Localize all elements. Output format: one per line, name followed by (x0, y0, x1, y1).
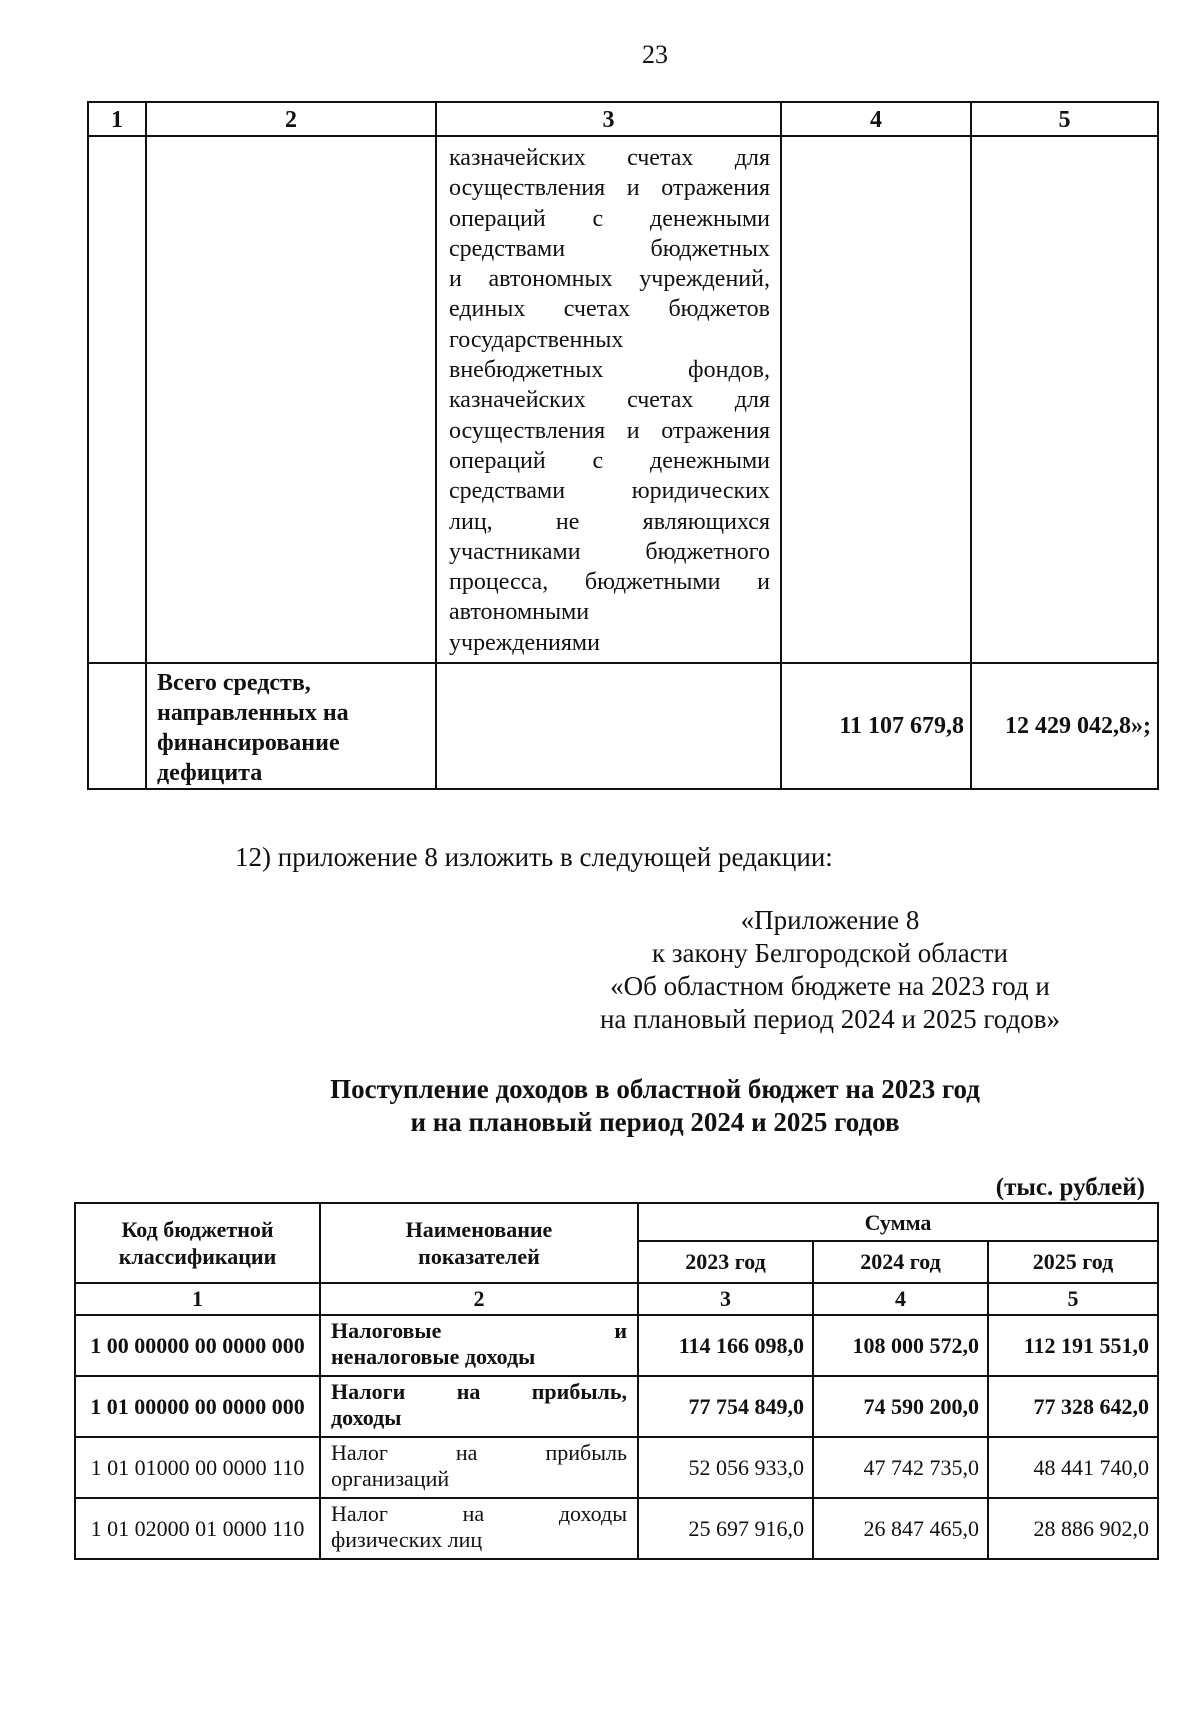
description-line: участниками бюджетного (449, 538, 770, 565)
code-header (75, 1203, 320, 1283)
appendix-line: «Приложение 8 (740, 905, 920, 935)
empty-cell (146, 136, 436, 663)
total-label (146, 663, 436, 789)
description-line: средствами юридических (449, 478, 770, 505)
indicator-name-line: Налог на прибыль (331, 1440, 627, 1465)
amount-2024: 108 000 572,0 (813, 1315, 988, 1376)
empty-cell (436, 663, 781, 789)
heading-line: Поступление доходов в областной бюджет на 2023 год (330, 1074, 980, 1104)
year-header-2023: 2023 год (638, 1241, 813, 1283)
column-index: 3 (638, 1283, 813, 1315)
table-row (88, 136, 1158, 663)
appendix-line: к закону Белгородской области (652, 938, 1008, 968)
total-amount-col4: 11 107 679,8 (781, 663, 971, 789)
column-index: 3 (436, 102, 781, 136)
indicator-name-line: доходы (331, 1405, 402, 1430)
table-row (75, 1437, 1158, 1498)
empty-cell (88, 663, 146, 789)
column-index: 4 (781, 102, 971, 136)
amount-2023: 77 754 849,0 (638, 1376, 813, 1437)
empty-cell (971, 136, 1158, 663)
year-header-2024: 2024 год (813, 1241, 988, 1283)
indicator-name-line: неналоговые доходы (331, 1344, 536, 1369)
total-label-line: финансирование (157, 730, 340, 757)
description-line: операций с денежными (449, 447, 770, 474)
table-row (75, 1498, 1158, 1559)
sum-header: Сумма (638, 1203, 1158, 1241)
budget-code: 1 01 00000 00 0000 000 (75, 1376, 320, 1437)
amount-2025: 48 441 740,0 (988, 1437, 1158, 1498)
indicator-name-line: Налоговые и (331, 1318, 627, 1343)
appendix-line: на плановый период 2024 и 2025 годов» (599, 1004, 1061, 1034)
description-line: операций с денежными (449, 205, 770, 232)
empty-cell (781, 136, 971, 663)
description-line: лиц, не являющихся (449, 508, 770, 535)
description-line: осуществления и отражения (449, 417, 770, 444)
column-index: 5 (971, 102, 1158, 136)
page-number: 23 (642, 40, 668, 69)
units-label: (тыс. рублей) (995, 1174, 1145, 1201)
column-index-row (75, 1283, 1158, 1315)
indicator-name-line: физических лиц (331, 1527, 483, 1552)
description-line: внебюджетных фондов, (449, 357, 770, 384)
column-index: 1 (88, 102, 146, 136)
column-index: 1 (75, 1283, 320, 1315)
heading-line: и на плановый период 2024 и 2025 годов (410, 1107, 900, 1137)
name-header (320, 1203, 638, 1283)
empty-cell (88, 136, 146, 663)
amount-2024: 74 590 200,0 (813, 1376, 988, 1437)
code-header-line: классификации (118, 1244, 277, 1269)
indicator-name-line: Налог на доходы (331, 1501, 627, 1526)
section-heading (200, 1073, 1110, 1139)
amendment-intro: 12) приложение 8 изложить в следующей редакции: (235, 842, 833, 872)
column-index: 2 (146, 102, 436, 136)
appendix-reference (560, 904, 1100, 1036)
amount-2023: 52 056 933,0 (638, 1437, 813, 1498)
name-header-line: показателей (418, 1244, 540, 1269)
total-label-line: дефицита (157, 760, 263, 787)
description-line: учреждениями (449, 629, 600, 656)
amount-2024: 47 742 735,0 (813, 1437, 988, 1498)
income-table (74, 1202, 1159, 1560)
description-line: автономными (449, 599, 590, 626)
table-row (75, 1376, 1158, 1437)
indicator-name (320, 1498, 638, 1559)
total-row (88, 663, 1158, 789)
column-index: 5 (988, 1283, 1158, 1315)
indicator-name-line: Налоги на прибыль, (331, 1379, 627, 1404)
amount-2025: 28 886 902,0 (988, 1498, 1158, 1559)
column-index: 2 (320, 1283, 638, 1315)
total-label-line: направленных на (157, 700, 349, 727)
description-cell (436, 136, 781, 663)
column-index-row (88, 102, 1158, 136)
description-line: казначейских счетах для (449, 387, 770, 414)
code-header-line: Код бюджетной (121, 1217, 274, 1242)
appendix-line: «Об областном бюджете на 2023 год и (610, 971, 1050, 1001)
indicator-name (320, 1437, 638, 1498)
amount-2024: 26 847 465,0 (813, 1498, 988, 1559)
indicator-name-line: организаций (331, 1466, 450, 1491)
amount-2025: 77 328 642,0 (988, 1376, 1158, 1437)
description-line: осуществления и отражения (449, 175, 770, 202)
column-index: 4 (813, 1283, 988, 1315)
description-line: единых счетах бюджетов (449, 296, 770, 323)
deficit-financing-table (87, 101, 1159, 790)
table-row (75, 1315, 1158, 1376)
description-line: государственных (449, 326, 624, 353)
indicator-name (320, 1376, 638, 1437)
description-line: и автономных учреждений, (449, 266, 770, 293)
name-header-line: Наименование (405, 1217, 553, 1242)
header-row (75, 1203, 1158, 1241)
budget-code: 1 01 02000 01 0000 110 (75, 1498, 320, 1559)
amount-2023: 25 697 916,0 (638, 1498, 813, 1559)
indicator-name (320, 1315, 638, 1376)
description-line: средствами бюджетных (449, 235, 770, 262)
total-amount-col5: 12 429 042,8»; (971, 663, 1158, 789)
year-header-2025: 2025 год (988, 1241, 1158, 1283)
description-line: процесса, бюджетными и (449, 569, 770, 596)
budget-code: 1 01 01000 00 0000 110 (75, 1437, 320, 1498)
description-line: казначейских счетах для (449, 145, 770, 171)
amount-2025: 112 191 551,0 (988, 1315, 1158, 1376)
total-label-line: Всего средств, (157, 670, 311, 697)
budget-code: 1 00 00000 00 0000 000 (75, 1315, 320, 1376)
amount-2023: 114 166 098,0 (638, 1315, 813, 1376)
